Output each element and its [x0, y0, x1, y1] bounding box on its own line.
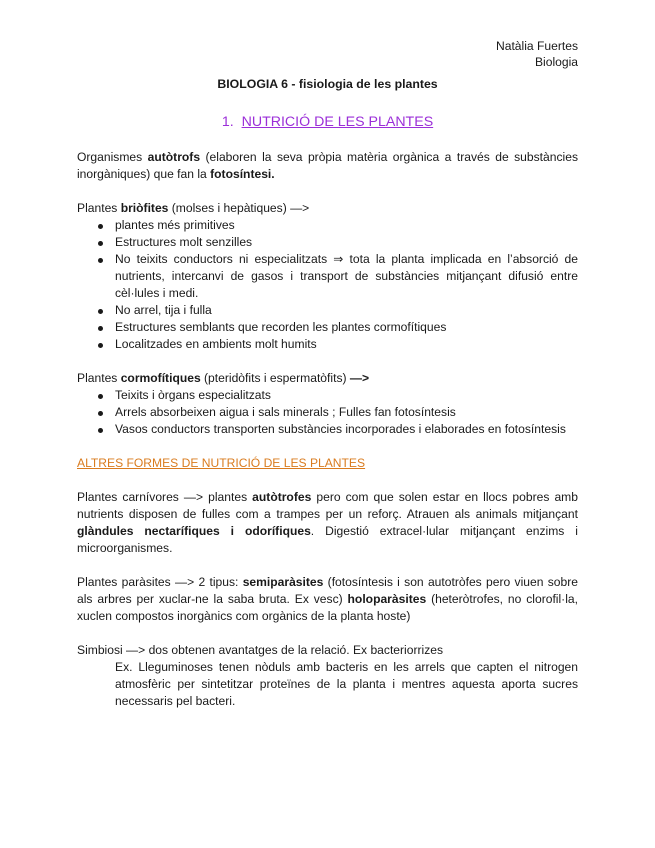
document-body [77, 149, 578, 710]
cormofitiques-list [77, 387, 578, 438]
bullet-icon [98, 224, 103, 229]
bullet-icon [98, 309, 103, 314]
document-title: BIOLOGIA 6 - fisiologia de les plantes [217, 77, 438, 91]
list-item: No teixits conductors ni especialitzats ⇒ tota la planta implicada en l’absorció de nutrients, intercanvi de gasos i transport de substàncies mitjançant difusió entre cèl·lules i medi. [77, 251, 578, 302]
list-item: Estructures molt senzilles [77, 234, 578, 251]
bullet-icon [98, 428, 103, 433]
bullet-icon [98, 394, 103, 399]
document-header [496, 38, 578, 70]
bullet-icon [98, 326, 103, 331]
briofites-list [77, 217, 578, 353]
list-item: Teixits i òrgans especialitzats [77, 387, 578, 404]
section-number: 1. [221, 114, 234, 130]
bullet-icon [98, 343, 103, 348]
list-item: Arrels absorbeixen aigua i sals minerals ; Fulles fan fotosíntesis [77, 404, 578, 421]
simbiosi-example: Ex. Lleguminoses tenen nòduls amb bacteris en les arrels que capten el nitrogen atmosfèric per sintetitzar proteïnes de la planta i mentres aquesta aporta sucres necessaris pel bacteri. [115, 660, 578, 708]
cormofitiques-heading: Plantes cormofítiques (pteridòfits i espermatòfits) —> [77, 371, 370, 385]
list-item: No arrel, tija i fulla [77, 302, 578, 319]
section-label: NUTRICIÓ DE LES PLANTES [241, 114, 434, 130]
list-item: plantes més primitives [77, 217, 578, 234]
author-name: Natàlia Fuertes [495, 39, 578, 53]
section-heading-nutricio [0, 114, 655, 130]
bullet-icon [98, 411, 103, 416]
list-item: Localitzades en ambients molt humits [77, 336, 578, 353]
list-item: Estructures semblants que recorden les plantes cormofítiques [77, 319, 578, 336]
simbiosi-paragraph: Simbiosi —> dos obtenen avantatges de la relació. Ex bacteriorrizes [77, 643, 444, 657]
bullet-icon [98, 258, 103, 263]
section-heading-altres: ALTRES FORMES DE NUTRICIÓ DE LES PLANTES [77, 456, 366, 470]
briofites-heading: Plantes briòfites (molses i hepàtiques) —> [77, 201, 310, 215]
list-item: Vasos conductors transporten substàncies incorporades i elaborades en fotosíntesis [77, 421, 578, 438]
carnivores-paragraph: Plantes carnívores —> plantes autòtrofes pero com que solen estar en llocs pobres amb nutrients disposen de fulles com a trampes per un reforç. Atrauen als animals mitjançant glàndules nectarífiques i odorífiques. Digestió extracel·lular mitjançant enzims i microorganismes. [77, 490, 578, 555]
subject-name: Biologia [534, 55, 578, 69]
bullet-icon [98, 241, 103, 246]
intro-paragraph: Organismes autòtrofs (elaboren la seva pròpia matèria orgànica a través de substàncies inorgàniques) que fan la fotosíntesi. [77, 150, 578, 181]
parasites-paragraph: Plantes paràsites —> 2 tipus: semiparàsites (fotosíntesis i son autotròfes pero viuen sobre als arbres per xuclar-ne la saba bruta. Ex vesc) holoparàsites (heteròtrofes, no clorofil·la, xuclen compostos inorgànics com orgànics de la planta hoste) [77, 575, 578, 623]
